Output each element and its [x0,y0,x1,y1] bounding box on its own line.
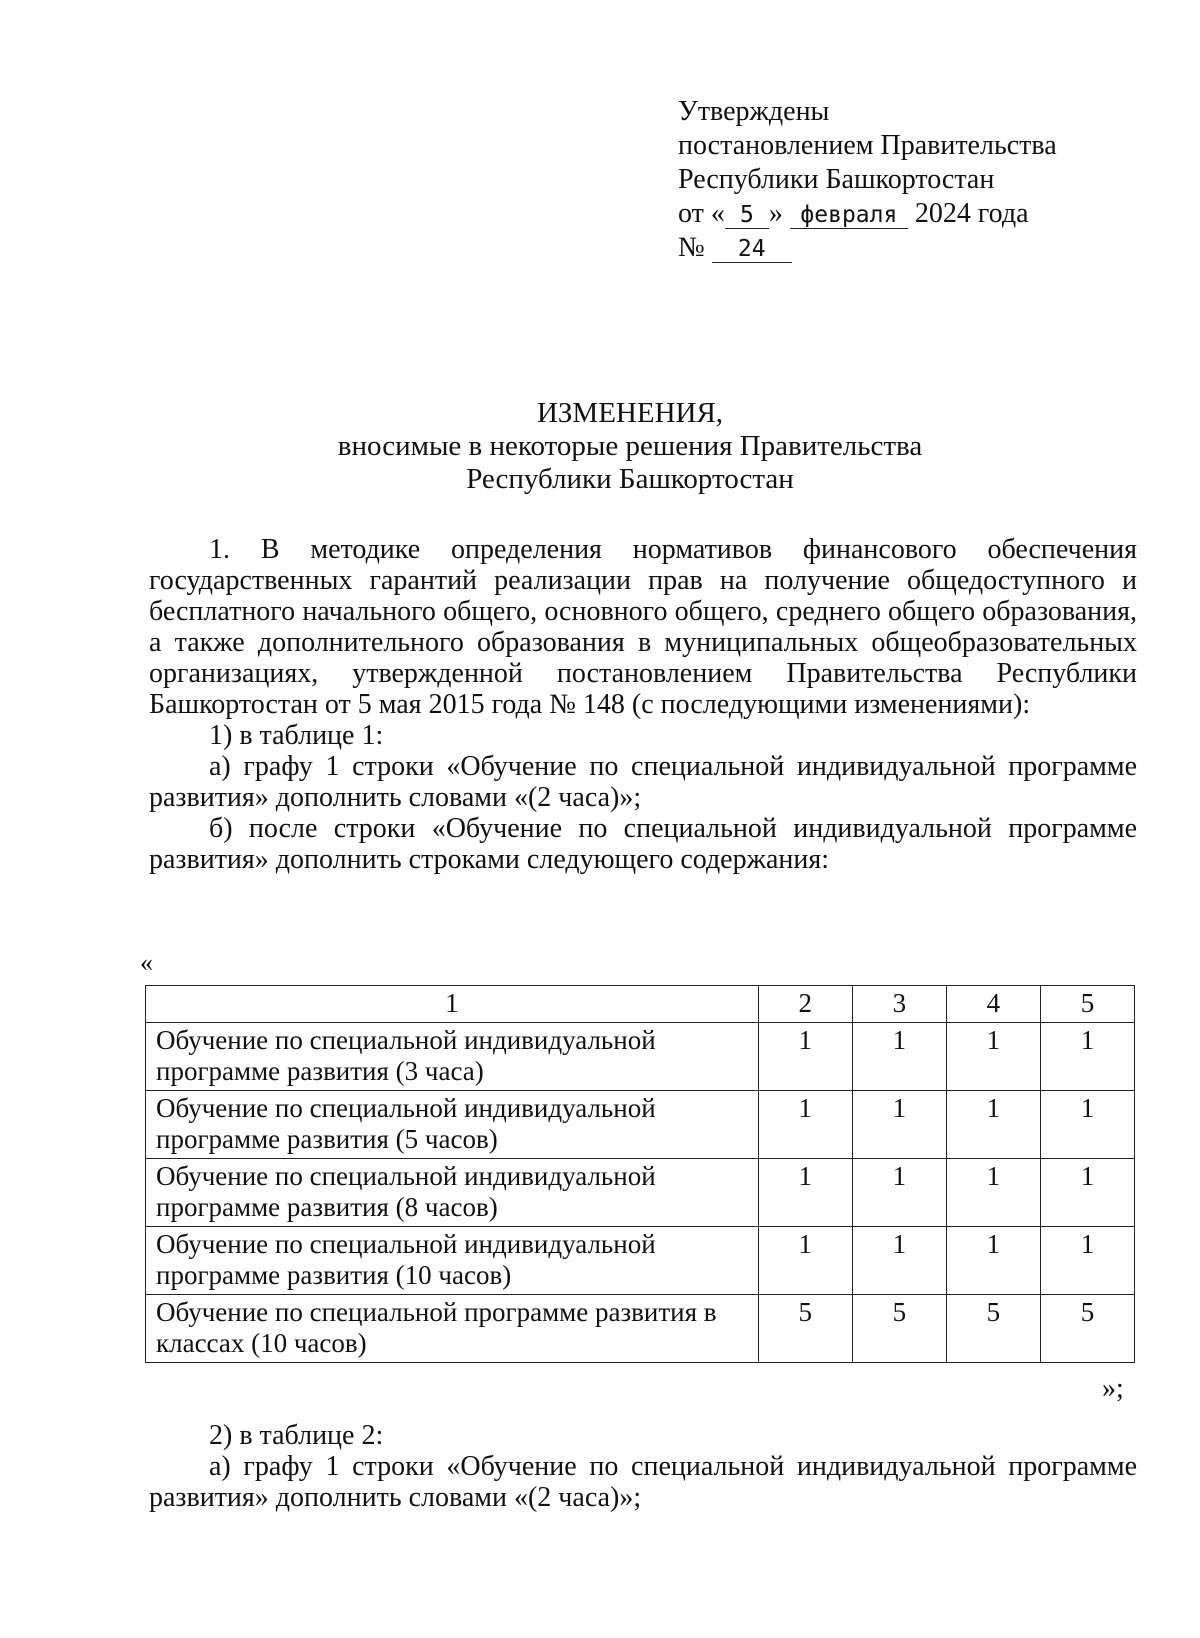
heading-title: ИЗМЕНЕНИЯ, [536,397,724,429]
item-2: 2) в таблице 2: [209,1420,384,1451]
date-year: 2024 года [914,198,1029,229]
row-value-cell: 1 [852,1159,946,1227]
heading-subtitle-1: вносимые в некоторые решения Правительства [337,430,923,462]
body-upper [149,534,1137,875]
item-1a: а) графу 1 строки «Обучение по специальной индивидуальной программе развития» дополнить словами «(2 часа)»; [149,751,1137,813]
row-value-cell: 1 [1040,1159,1134,1227]
row-name-cell: Обучение по специальной программе развития в классах (10 часов) [146,1295,759,1363]
table-close-quote: »; [1102,1373,1124,1404]
approval-line-1: Утверждены [678,96,830,127]
row-value-cell: 1 [852,1091,946,1159]
row-value-cell: 1 [758,1091,852,1159]
row-value-cell: 1 [758,1023,852,1091]
table-header-cell: 1 [146,986,759,1023]
approval-line-3: Республики Башкортостан [678,164,995,195]
date-mid: » [768,198,783,229]
table-row [146,1159,1135,1227]
document-heading [0,397,1200,496]
row-value-cell: 5 [946,1295,1040,1363]
row-name-cell: Обучение по специальной индивидуальной программе развития (8 часов) [146,1159,759,1227]
item-2a: а) графу 1 строки «Обучение по специальной индивидуальной программе развития» дополнить словами «(2 часа)»; [149,1451,1137,1513]
number-prefix: № [678,232,705,263]
approval-number-line [678,231,1057,265]
row-value-cell: 1 [946,1159,1040,1227]
row-value-cell: 5 [758,1295,852,1363]
date-month: февраля [790,202,908,229]
paragraph-1: 1. В методике определения нормативов финансового обеспечения государственных гарантий реализации прав на получение общедоступного и бесплатного начального общего, основного общего, среднего общего образования, а также дополнительного образования в муниципальных общеобразовательных организациях, утвержденной постановлением Правительства Республики Башкортостан от 5 мая 2015 года № 148 (с последующими изменениями): [149,534,1137,720]
row-value-cell: 1 [946,1227,1040,1295]
table-row [146,1295,1135,1363]
row-value-cell: 5 [1040,1295,1134,1363]
row-name-cell: Обучение по специальной индивидуальной программе развития (5 часов) [146,1091,759,1159]
table-open-quote: « [140,948,153,977]
row-value-cell: 1 [852,1023,946,1091]
date-day: 5 [725,202,769,229]
row-value-cell: 1 [946,1091,1040,1159]
date-prefix: от « [678,198,725,229]
heading-subtitle-2: Республики Башкортостан [466,463,794,495]
table-header-cell: 3 [852,986,946,1023]
row-value-cell: 1 [1040,1091,1134,1159]
table-row [146,1023,1135,1091]
row-name-cell: Обучение по специальной индивидуальной программе развития (10 часов) [146,1227,759,1295]
row-name-cell: Обучение по специальной индивидуальной программе развития (3 часа) [146,1023,759,1091]
table-header-cell: 2 [758,986,852,1023]
body-lower [149,1420,1137,1513]
row-value-cell: 5 [852,1295,946,1363]
table-header-cell: 5 [1040,986,1134,1023]
row-value-cell: 1 [758,1227,852,1295]
table-header-cell: 4 [946,986,1040,1023]
approval-date-line [678,197,1057,231]
item-1b: б) после строки «Обучение по специальной индивидуальной программе развития» дополнить строками следующего содержания: [149,813,1137,875]
row-value-cell: 1 [758,1159,852,1227]
approval-line-2: постановлением Правительства [678,130,1057,161]
table-row [146,1227,1135,1295]
row-value-cell: 1 [1040,1227,1134,1295]
row-value-cell: 1 [1040,1023,1134,1091]
approval-block [678,95,1057,265]
document-number: 24 [712,236,792,263]
row-value-cell: 1 [852,1227,946,1295]
row-value-cell: 1 [946,1023,1040,1091]
table-row [146,1091,1135,1159]
changes-table [145,985,1135,1363]
table-header-row [146,986,1135,1023]
item-1: 1) в таблице 1: [209,720,384,751]
